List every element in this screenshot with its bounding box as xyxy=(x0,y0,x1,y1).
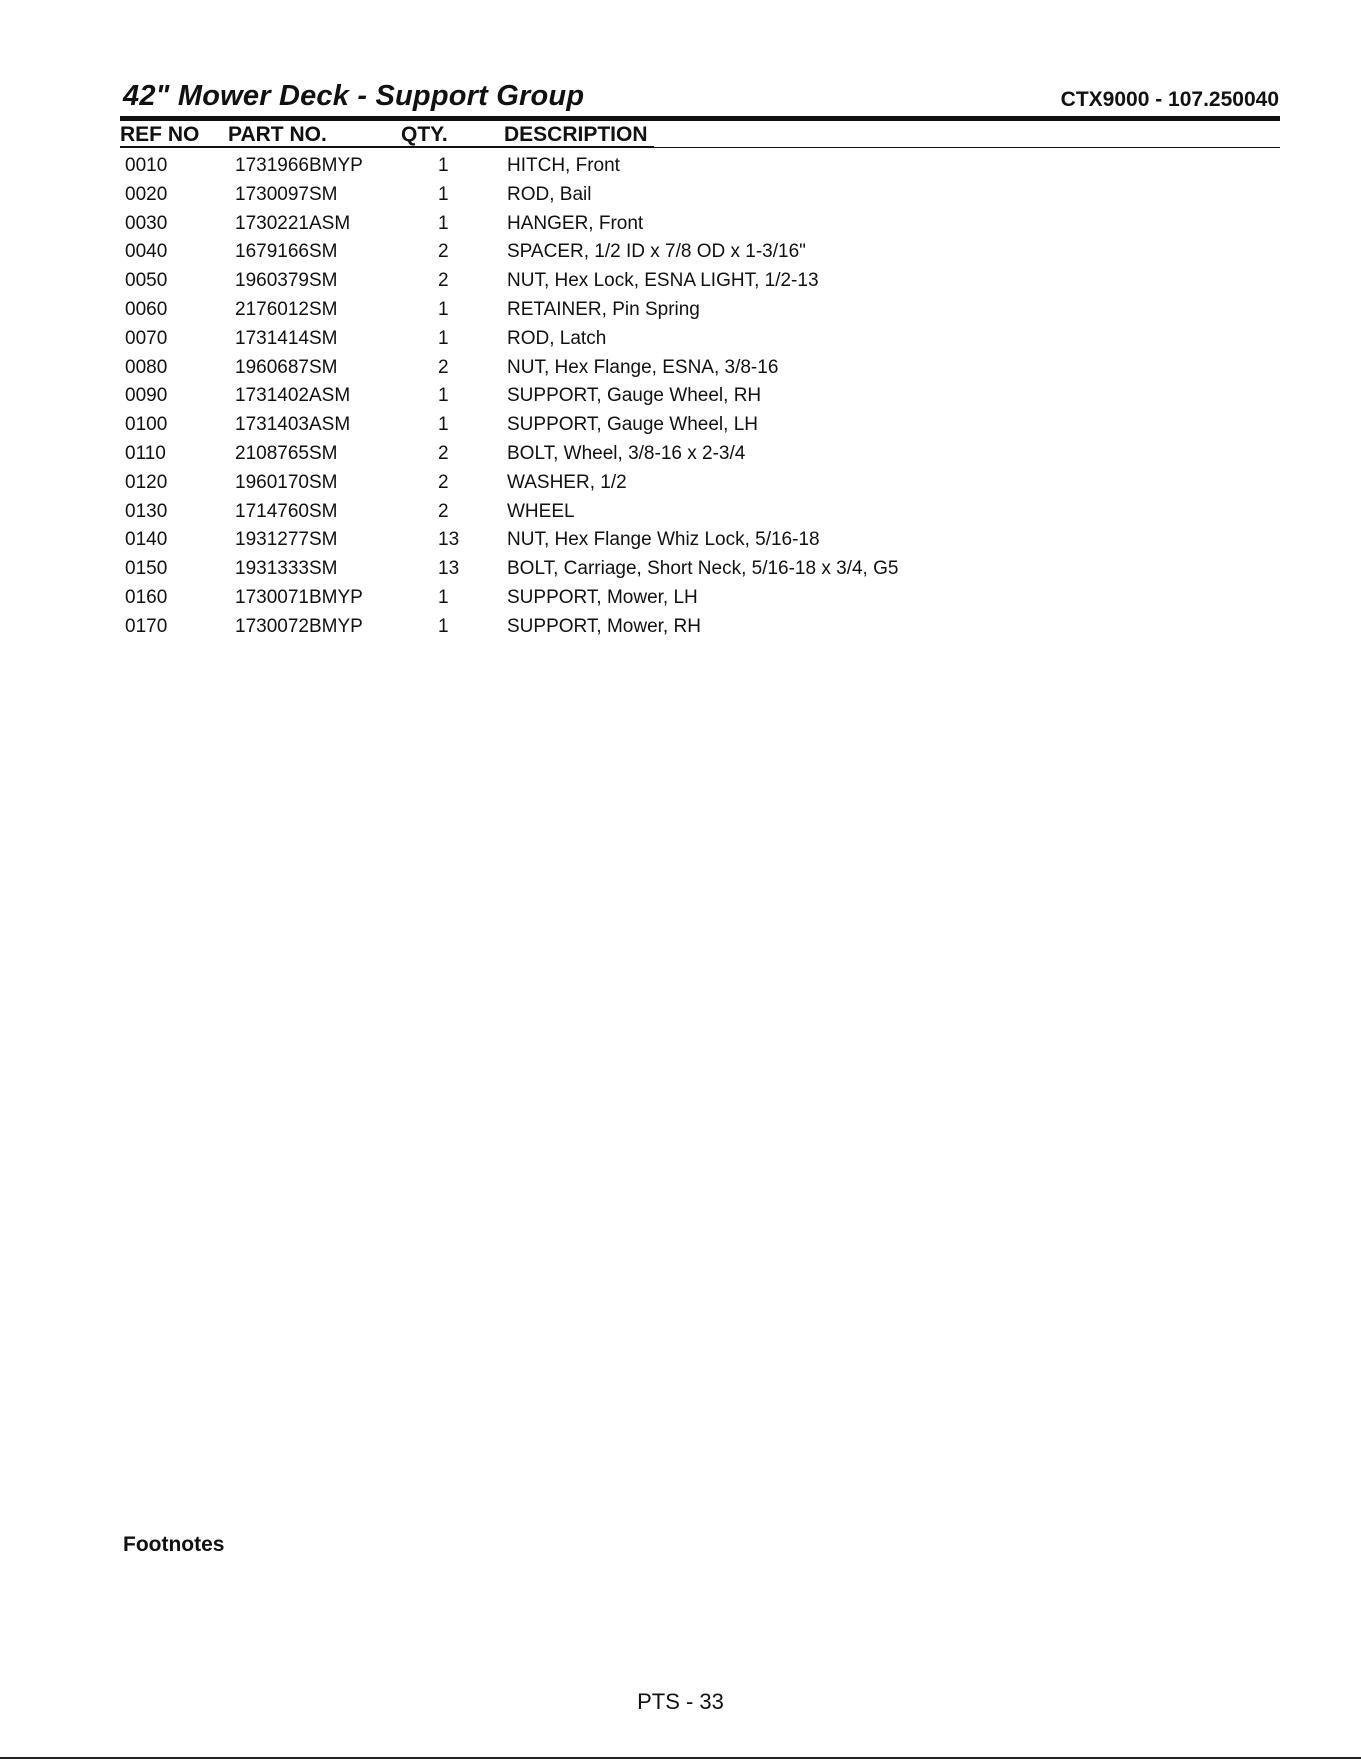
ref-no-cell: 0070 xyxy=(125,327,168,349)
qty-cell: 1 xyxy=(438,586,449,608)
description-cell: HANGER, Front xyxy=(507,212,644,234)
description-cell: WHEEL xyxy=(507,500,575,522)
part-no-cell: 1931333SM xyxy=(235,558,338,580)
column-header-part-no: PART NO. xyxy=(228,123,327,146)
description-cell: NUT, Hex Flange Whiz Lock, 5/16-18 xyxy=(507,529,820,551)
table-row xyxy=(120,501,1280,530)
table-row xyxy=(120,299,1280,328)
page-title: 42" Mower Deck - Support Group xyxy=(123,80,585,112)
ref-no-cell: 0110 xyxy=(125,442,166,464)
description-cell: ROD, Bail xyxy=(507,183,592,205)
header-rule xyxy=(120,147,1280,148)
description-cell: RETAINER, Pin Spring xyxy=(507,298,700,320)
part-no-cell: 1731403ASM xyxy=(235,414,351,436)
page-bottom-edge xyxy=(0,1757,1361,1759)
part-no-cell: 1731414SM xyxy=(235,327,338,349)
table-row xyxy=(120,529,1280,558)
part-no-cell: 1931277SM xyxy=(235,529,338,551)
part-no-cell: 1679166SM xyxy=(235,241,338,263)
model-number: CTX9000 - 107.250040 xyxy=(1060,88,1279,111)
title-rule xyxy=(120,116,1280,121)
qty-cell: 2 xyxy=(438,356,449,378)
table-row xyxy=(120,385,1280,414)
ref-no-cell: 0030 xyxy=(125,212,168,234)
ref-no-cell: 0060 xyxy=(125,298,168,320)
table-row xyxy=(120,270,1280,299)
qty-cell: 2 xyxy=(438,500,449,522)
ref-no-cell: 0140 xyxy=(125,529,168,551)
table-header xyxy=(120,123,1280,147)
qty-cell: 2 xyxy=(438,471,449,493)
part-no-cell: 2108765SM xyxy=(235,442,338,464)
ref-no-cell: 0080 xyxy=(125,356,168,378)
column-header-description: DESCRIPTION xyxy=(504,123,648,146)
qty-cell: 1 xyxy=(438,155,449,176)
table-row xyxy=(120,443,1280,472)
qty-cell: 1 xyxy=(438,385,449,407)
column-header-ref-no: REF NO xyxy=(120,123,200,146)
description-cell: BOLT, Wheel, 3/8-16 x 2-3/4 xyxy=(507,442,746,464)
description-cell: ROD, Latch xyxy=(507,327,607,349)
table-row xyxy=(120,472,1280,501)
ref-no-cell: 0150 xyxy=(125,558,168,580)
qty-cell: 1 xyxy=(438,212,449,234)
qty-cell: 1 xyxy=(438,327,449,349)
ref-no-cell: 0130 xyxy=(125,500,168,522)
part-no-cell: 1731402ASM xyxy=(235,385,351,407)
ref-no-cell: 0120 xyxy=(125,471,168,493)
description-cell: WASHER, 1/2 xyxy=(507,471,627,493)
table-row xyxy=(120,357,1280,386)
table-row xyxy=(120,616,1280,645)
qty-cell: 1 xyxy=(438,298,449,320)
page-number: PTS - 33 xyxy=(637,1689,724,1714)
parts-table xyxy=(120,155,1280,645)
table-row xyxy=(120,328,1280,357)
ref-no-cell: 0050 xyxy=(125,270,168,292)
table-row xyxy=(120,587,1280,616)
table-row xyxy=(120,558,1280,587)
ref-no-cell: 0020 xyxy=(125,183,168,205)
column-header-qty: QTY. xyxy=(401,123,448,146)
description-cell: SUPPORT, Mower, RH xyxy=(507,615,701,637)
description-cell: SUPPORT, Mower, LH xyxy=(507,586,698,608)
part-no-cell: 1730097SM xyxy=(235,183,338,205)
part-no-cell: 1714760SM xyxy=(235,500,338,522)
qty-cell: 1 xyxy=(438,183,449,205)
part-no-cell: 1960687SM xyxy=(235,356,338,378)
table-row xyxy=(120,155,1280,184)
qty-cell: 13 xyxy=(438,529,460,551)
qty-cell: 2 xyxy=(438,270,449,292)
ref-no-cell: 0040 xyxy=(125,241,168,263)
description-cell: NUT, Hex Lock, ESNA LIGHT, 1/2-13 xyxy=(507,270,819,292)
qty-cell: 1 xyxy=(438,615,449,637)
ref-no-cell: 0090 xyxy=(125,385,168,407)
description-cell: HITCH, Front xyxy=(507,155,620,176)
part-no-cell: 1730221ASM xyxy=(235,212,351,234)
ref-no-cell: 0170 xyxy=(125,615,168,637)
part-no-cell: 1730071BMYP xyxy=(235,586,363,608)
ref-no-cell: 0100 xyxy=(125,414,168,436)
footnotes-label: Footnotes xyxy=(123,1533,225,1556)
qty-cell: 13 xyxy=(438,558,460,580)
part-no-cell: 1731966BMYP xyxy=(235,155,363,176)
part-no-cell: 1960379SM xyxy=(235,270,338,292)
qty-cell: 2 xyxy=(438,442,449,464)
qty-cell: 1 xyxy=(438,414,449,436)
description-cell: SUPPORT, Gauge Wheel, LH xyxy=(507,414,758,436)
description-cell: SPACER, 1/2 ID x 7/8 OD x 1-3/16" xyxy=(507,241,806,263)
part-no-cell: 2176012SM xyxy=(235,298,338,320)
description-cell: SUPPORT, Gauge Wheel, RH xyxy=(507,385,762,407)
table-row xyxy=(120,414,1280,443)
description-cell: BOLT, Carriage, Short Neck, 5/16-18 x 3/4, G5 xyxy=(507,558,899,580)
part-no-cell: 1730072BMYP xyxy=(235,615,363,637)
table-row xyxy=(120,241,1280,270)
qty-cell: 2 xyxy=(438,241,449,263)
ref-no-cell: 0010 xyxy=(125,155,168,176)
table-row xyxy=(120,213,1280,242)
description-cell: NUT, Hex Flange, ESNA, 3/8-16 xyxy=(507,356,779,378)
part-no-cell: 1960170SM xyxy=(235,471,338,493)
table-row xyxy=(120,184,1280,213)
ref-no-cell: 0160 xyxy=(125,586,168,608)
